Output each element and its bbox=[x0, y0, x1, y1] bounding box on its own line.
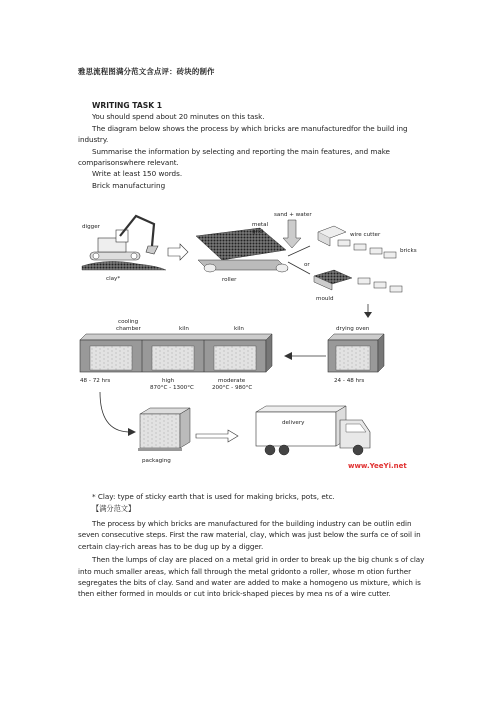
task-prompt bbox=[78, 100, 430, 191]
label-moderate: moderate bbox=[218, 378, 246, 384]
label-temp-high: 870°C - 1300°C bbox=[150, 385, 194, 391]
task-line-5: Brick manufacturing bbox=[92, 180, 166, 190]
label-delivery: delivery bbox=[282, 420, 305, 426]
digger-illustration bbox=[90, 216, 158, 260]
task-line-2: The diagram below shows the process by which bricks are manufacturedfor the build ing industry. bbox=[78, 123, 408, 145]
label-bricks: bricks bbox=[400, 248, 417, 254]
task-line-1: You should spend about 20 minutes on this task. bbox=[92, 112, 265, 122]
label-wire-cutter: wire cutter bbox=[350, 232, 381, 238]
label-kiln-moderate: kiln bbox=[234, 326, 244, 332]
label-or: or bbox=[304, 262, 310, 268]
wire-cutter-illustration bbox=[318, 226, 396, 258]
label-drying-oven: drying oven bbox=[336, 326, 370, 332]
label-mould: mould bbox=[316, 296, 334, 302]
label-digger: digger bbox=[82, 224, 100, 230]
label-packaging: packaging bbox=[142, 458, 171, 464]
label-cooling: cooling bbox=[118, 319, 139, 325]
essay-paragraph-1: The process by which bricks are manufactured for the building industry can be outlin edin seven consecutive steps. First the raw material, clay, which was just below the surfa ce of soil in certain clay-rich areas has to be dug up by a digger. bbox=[78, 519, 421, 551]
delivery-truck bbox=[256, 406, 370, 455]
arrow-down-icon bbox=[283, 220, 301, 248]
task-line-4: Write at least 150 words. bbox=[92, 169, 183, 179]
label-high: high bbox=[162, 378, 175, 384]
label-metal: metal bbox=[252, 222, 269, 228]
task-heading: WRITING TASK 1 bbox=[92, 101, 163, 110]
label-sand-water: sand + water bbox=[274, 212, 312, 218]
mould-illustration bbox=[314, 270, 402, 292]
fork-arrows bbox=[288, 246, 310, 274]
task-line-3: Summarise the information by selecting and reporting the main features, and make comparisonswhere relevant. bbox=[78, 146, 390, 168]
label-temp-moderate: 200°C - 980°C bbox=[212, 385, 253, 391]
arrow-down-small-icon bbox=[364, 312, 372, 318]
label-kiln-high: kiln bbox=[179, 326, 189, 332]
label-roller: roller bbox=[222, 277, 237, 283]
page-title: 雅思流程图满分范文含点评：砖块的制作 bbox=[78, 67, 215, 76]
watermark: www.YeeYi.net bbox=[348, 462, 407, 470]
packaging-pallet bbox=[138, 408, 190, 451]
label-48-72-hrs: 48 - 72 hrs bbox=[80, 378, 111, 384]
brick-process-diagram bbox=[78, 206, 430, 486]
metal-grid-illustration bbox=[196, 228, 288, 272]
label-clay: clay* bbox=[106, 276, 121, 282]
arrow-right-icon-2 bbox=[196, 430, 238, 442]
label-24-48-hrs: 24 - 48 hrs bbox=[334, 378, 365, 384]
arrow-left-icon bbox=[284, 352, 292, 360]
arrow-curve-icon bbox=[128, 428, 136, 436]
footnote: * Clay: type of sticky earth that is used for making bricks, pots, etc. bbox=[92, 492, 335, 501]
label-chamber: chamber bbox=[116, 326, 141, 332]
drying-oven bbox=[328, 334, 384, 372]
section-label: 【满分范文】 bbox=[92, 504, 136, 513]
arrow-right-icon bbox=[168, 244, 188, 260]
essay-paragraph-2: Then the lumps of clay are placed on a metal grid in order to break up the big chunk s of clay into much smaller areas, which fall through the metal gridonto a roller, whose m otion further segregates the bits of clay. Sand and water are added to make a homogeno us mixture, which is then either formed in moulds or cut into brick-shaped pieces by mea ns of a wire cutter. bbox=[78, 555, 425, 599]
essay bbox=[78, 518, 430, 600]
kiln-unit bbox=[80, 334, 272, 372]
label-grid: grid bbox=[252, 229, 263, 235]
clay-pile bbox=[82, 261, 166, 270]
